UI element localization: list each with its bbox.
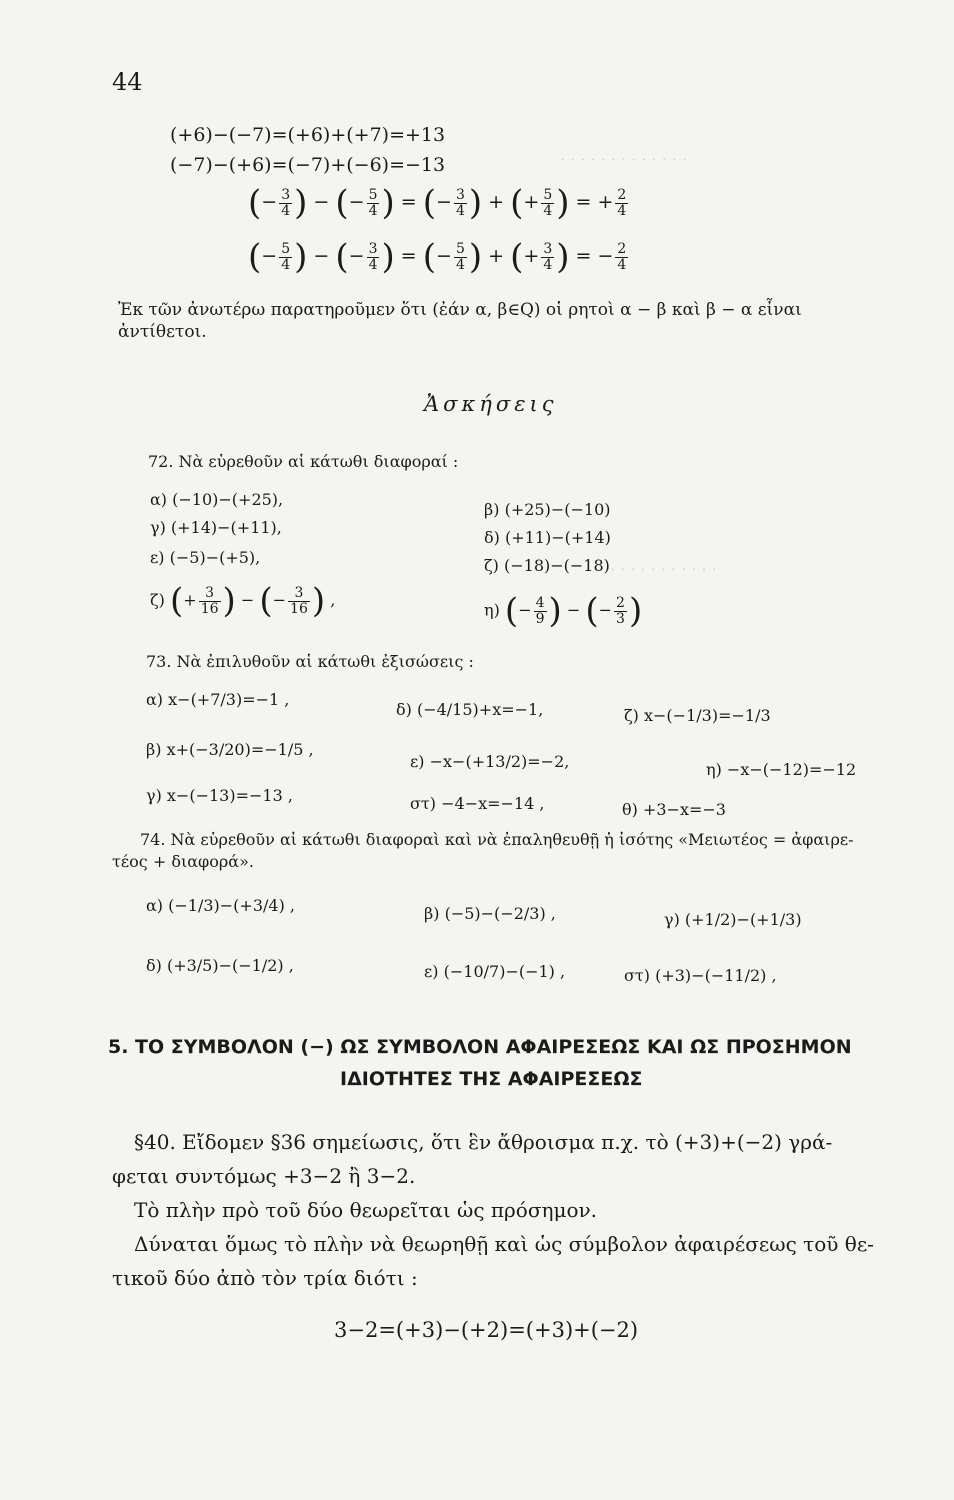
final-equation: 3−2=(+3)−(+2)=(+3)+(−2): [334, 1318, 639, 1342]
exercise-item: β) x+(−3/20)=−1/5 ,: [146, 740, 314, 759]
paragraph-line: Τὸ πλὴν πρὸ τοῦ δύο θεωρεῖται ὡς πρόσημον.: [134, 1198, 598, 1222]
exercise-item: β) (+25)−(−10): [484, 500, 611, 519]
exercises-heading: Ἀσκήσεις: [424, 392, 558, 416]
section-title: 5. ΤΟ ΣΥΜΒΟΛΟΝ (−) ΩΣ ΣΥΜΒΟΛΟΝ ΑΦΑΙΡΕΣΕΩΣ ΚΑΙ ΩΣ ΠΡΟΣΗΜΟΝ: [108, 1036, 852, 1058]
paragraph-line: §40. Εἴδομεν §36 σημείωσις, ὅτι ἓν ἄθροισμα π.χ. τὸ (+3)+(−2) γρά-: [134, 1130, 833, 1154]
fraction-equation: (− $\frac{3}{4}$ ) − (− $\frac{5}{4}$ ) = (− $\frac{3}{4}$ ) + (+ $\frac{5}{4}$ ) = + $\frac{2}{4}$: [248, 183, 627, 223]
exercise-item: β) (−5)−(−2/3) ,: [424, 904, 556, 923]
equation-line: (−7)−(+6)=(−7)+(−6)=−13: [170, 154, 446, 176]
exercise-74-title: 74. Νὰ εὑρεθοῦν αἱ κάτωθι διαφοραὶ καὶ νὰ ἐπαληθευθῇ ἡ ἰσότης «Μειωτέος = ἀφαιρε-: [140, 830, 854, 849]
observation-text: ἀντίθετοι.: [118, 322, 207, 342]
bleed-through-text: · · · · · · · · · · · · ·: [560, 150, 688, 169]
exercise-item: α) (−1/3)−(+3/4) ,: [146, 896, 295, 915]
exercise-item: δ) (−4/15)+x=−1,: [396, 700, 544, 719]
exercise-item: α) x−(+7/3)=−1 ,: [146, 690, 290, 709]
fraction-equation: (− $\frac{5}{4}$ ) − (− $\frac{3}{4}$ ) = (− $\frac{5}{4}$ ) + (+ $\frac{3}{4}$ ) = − $\frac{2}{4}$: [248, 237, 627, 277]
exercise-item: θ) +3−x=−3: [622, 800, 726, 819]
equation-line: (+6)−(−7)=(+6)+(+7)=+13: [170, 124, 446, 146]
exercise-73-title: 73. Νὰ ἐπιλυθοῦν αἱ κάτωθι ἐξισώσεις :: [146, 652, 474, 671]
exercise-72-title: 72. Νὰ εὑρεθοῦν αἱ κάτωθι διαφοραί :: [148, 452, 459, 471]
page-number: 44: [112, 68, 143, 96]
exercise-item: ζ) (+ $\frac{3}{16}$ ) − (− $\frac{3}{16}$ ) ,: [150, 581, 336, 621]
exercise-item: γ) (+14)−(+11),: [150, 518, 282, 537]
exercise-item: δ) (+3/5)−(−1/2) ,: [146, 956, 294, 975]
exercise-item: α) (−10)−(+25),: [150, 490, 284, 509]
paragraph-line: τικοῦ δύο ἀπὸ τὸν τρία διότι :: [112, 1266, 418, 1290]
exercise-item: ε) (−5)−(+5),: [150, 548, 261, 567]
exercise-item: στ) −4−x=−14 ,: [410, 794, 545, 813]
exercise-item: γ) x−(−13)=−13 ,: [146, 786, 293, 805]
section-subtitle: ΙΔΙΟΤΗΤΕΣ ΤΗΣ ΑΦΑΙΡΕΣΕΩΣ: [340, 1068, 643, 1090]
exercise-item: στ) (+3)−(−11/2) ,: [624, 966, 777, 985]
exercise-item: η) −x−(−12)=−12: [706, 760, 857, 779]
exercise-item: ζ) (−18)−(−18): [484, 556, 610, 575]
observation-text: Ἐκ τῶν ἀνωτέρω παρατηροῦμεν ὅτι (ἐάν α, β∈Q) οἱ ρητοὶ α − β καὶ β − α εἶναι: [118, 300, 802, 320]
paragraph-line: φεται συντόμως +3−2 ἢ 3−2.: [112, 1164, 416, 1188]
exercise-item: δ) (+11)−(+14): [484, 528, 611, 547]
exercise-74-title: τέος + διαφορά».: [112, 852, 254, 871]
exercise-item: γ) (+1/2)−(+1/3): [664, 910, 802, 929]
exercise-item: η) (− $\frac{4}{9}$ ) − (− $\frac{2}{3}$ ): [484, 591, 643, 631]
bleed-through-text: · · · · · · · · · · ·: [610, 560, 717, 579]
paragraph-line: Δύναται ὅμως τὸ πλὴν νὰ θεωρηθῇ καὶ ὡς σύμβολον ἀφαιρέσεως τοῦ θε-: [134, 1232, 874, 1256]
exercise-item: ζ) x−(−1/3)=−1/3: [624, 706, 771, 725]
exercise-item: ε) −x−(+13/2)=−2,: [410, 752, 570, 771]
exercise-item: ε) (−10/7)−(−1) ,: [424, 962, 566, 981]
